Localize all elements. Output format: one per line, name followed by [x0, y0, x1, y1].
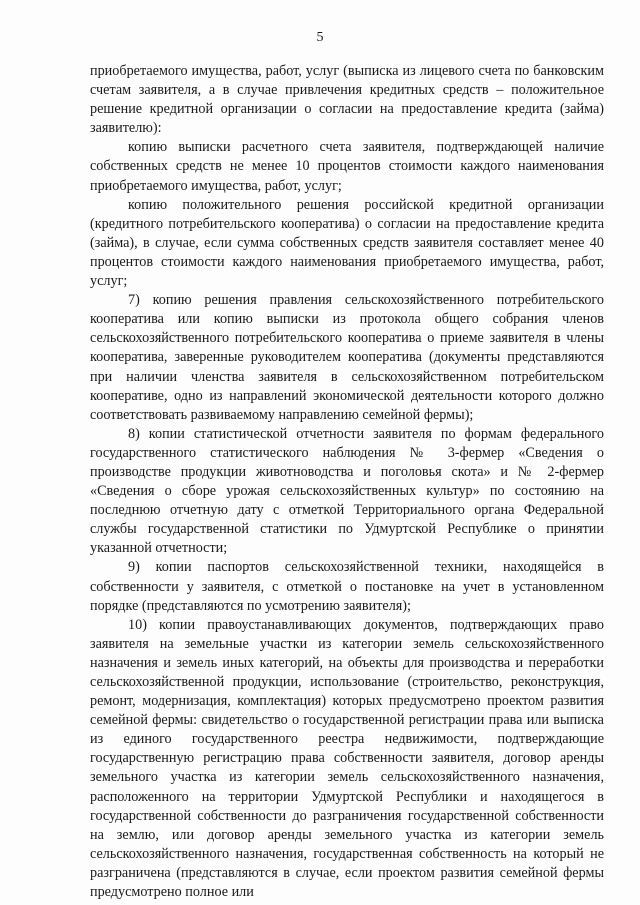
paragraph-credit-decision: копию положительного решения российской кредитной организации (кредитного потребительского кооператива) о согласии на предоставление кредита (займа), в случае, если сумма собственных средств заявителя составляет менее 40 процентов стоимости каждого наименования приобретаемого имущества, работ, услуг; [90, 196, 604, 290]
paragraph-item-10: 10) копии правоустанавливающих документов, подтверждающих право заявителя на земельные участки из категории земель сельскохозяйственного назначения и земель иных категорий, на объекты для производства и переработки сельскохозяйственной продукции, использование (строительство, реконструкция, ремонт, модернизация, комплектация) которых предусмотрено проектом развития семейной фермы: свидетельство о государственной регистрации права или выписка из единого государственного реестра недвижимости, подтверждающие государственную регистрацию права собственности заявителя, договор аренды земельного участка из категории земель сельскохозяйственного назначения, расположенного на территории Удмуртской Республики и находящегося в государственной собственности до разграничения государственной собственности на землю, или договор аренды земельного участка из категории земель сельскохозяйственного назначения, государственная собственность на который не разграничена (представляются в случае, если проектом развития семейной фермы предусмотрено полное или [90, 616, 604, 901]
paragraph-item-8: 8) копии статистической отчетности заявителя по формам федерального государственного статистического наблюдения № 3-фермер «Сведения о производстве продукции животноводства и поголовья скота» и № 2-фермер «Сведения о сборе урожая сельскохозяйственных культур» по состоянию на последнюю отчетную дату с отметкой Территориального органа Федеральной службы государственной статистики по Удмуртской Республике о принятии указанной отчетности; [90, 425, 604, 557]
paragraph-bank-statement: копию выписки расчетного счета заявителя, подтверждающей наличие собственных средств не менее 10 процентов стоимости каждого наименования приобретаемого имущества, работ, услуг; [90, 139, 604, 194]
paragraph-item-7: 7) копию решения правления сельскохозяйственного потребительского кооператива или копию выписки из протокола общего собрания членов сельскохозяйственного потребительского кооператива о приеме заявителя в члены кооператива, заверенные руководителем кооператива (документы представляются при наличии членства заявителя в сельскохозяйственном потребительском кооперативе, одно из направлений экономической деятельности которого должно соответствовать развиваемому направлению семейной фермы); [90, 292, 604, 423]
paragraph-continuation: приобретаемого имущества, работ, услуг (выписка из лицевого счета по банковским счетам заявителя, а в случае привлечения кредитных средств – положительное решение кредитной организации о согласии на предоставление кредита (займа) заявителю): [90, 63, 604, 137]
page-number: 5 [316, 30, 324, 45]
paragraph-item-9: 9) копии паспортов сельскохозяйственной техники, находящейся в собственности у заявителя, с отметкой о постановке на учет в установленном порядке (представляются по усмотрению заявителя); [90, 559, 604, 614]
document-body [90, 62, 604, 902]
